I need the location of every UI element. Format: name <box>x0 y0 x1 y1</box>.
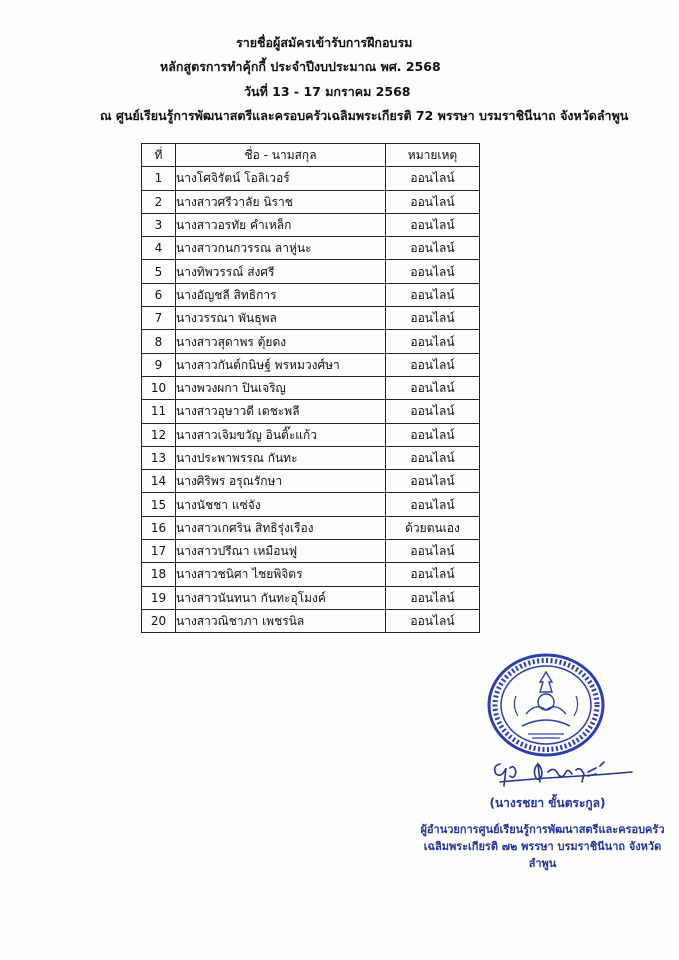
table-row <box>142 586 480 609</box>
table-row <box>142 330 480 353</box>
table-row <box>142 423 480 446</box>
table-body <box>142 167 480 633</box>
registration-note: ออนไลน์ <box>386 446 480 469</box>
registration-note: ออนไลน์ <box>386 190 480 213</box>
row-number: 17 <box>142 540 176 563</box>
participant-name: นางสาวเกศริน สิทธิรุ่งเรือง <box>176 516 386 539</box>
row-number: 11 <box>142 400 176 423</box>
registration-note: ด้วยตนเอง <box>386 516 480 539</box>
participant-name: นางอัญชลี สิทธิการ <box>176 283 386 306</box>
row-number: 15 <box>142 493 176 516</box>
registration-note: ออนไลน์ <box>386 353 480 376</box>
official-seal-stamp <box>486 652 606 758</box>
table-row <box>142 376 480 399</box>
participant-name: นางสาวณิชาภา เพชรนิล <box>176 609 386 632</box>
registration-note: ออนไลน์ <box>386 260 480 283</box>
registration-note: ออนไลน์ <box>386 609 480 632</box>
table-row <box>142 190 480 213</box>
signatory-title-line1: ผู้อำนวยการศูนย์เรียนรู้การพัฒนาสตรีและครอบครัว <box>420 823 665 836</box>
column-header-name: ชื่อ - นามสกุล <box>176 144 386 167</box>
participant-name: นางทิพวรรณ์ ส่งศรี <box>176 260 386 283</box>
header-title: รายชื่อผู้สมัครเข้ารับการฝึกอบรม <box>236 35 413 50</box>
registration-note: ออนไลน์ <box>386 330 480 353</box>
registration-note: ออนไลน์ <box>386 586 480 609</box>
table-row <box>142 609 480 632</box>
registration-note: ออนไลน์ <box>386 167 480 190</box>
participant-name: นางสาวชนิศา ไชยพิจิตร <box>176 563 386 586</box>
participant-name: นางสาวอรทัย คำเหล็ก <box>176 213 386 236</box>
row-number: 8 <box>142 330 176 353</box>
table-row <box>142 260 480 283</box>
row-number: 10 <box>142 376 176 399</box>
row-number: 1 <box>142 167 176 190</box>
table-row <box>142 470 480 493</box>
row-number: 4 <box>142 237 176 260</box>
participant-name: นางพวงผกา ปินเจริญ <box>176 376 386 399</box>
participant-name: นางนัชชา แซ่จัง <box>176 493 386 516</box>
row-number: 12 <box>142 423 176 446</box>
table-row <box>142 446 480 469</box>
table-row <box>142 400 480 423</box>
participant-name: นางวรรณา พันธุพล <box>176 307 386 330</box>
column-header-note: หมายเหตุ <box>386 144 480 167</box>
participant-name: นางสาวสุดาพร ตุ้ยดง <box>176 330 386 353</box>
table-row <box>142 493 480 516</box>
registration-note: ออนไลน์ <box>386 423 480 446</box>
signatory-title-line2: เฉลิมพระเกียรติ ๗๒ พรรษา บรมราชินีนาถ จังหวัดลำพูน <box>423 840 662 870</box>
row-number: 9 <box>142 353 176 376</box>
participant-name: นางสาวเจิมขวัญ อินติ๊ะแก้ว <box>176 423 386 446</box>
registration-note: ออนไลน์ <box>386 283 480 306</box>
signatory-block <box>390 794 665 872</box>
registration-note: ออนไลน์ <box>386 237 480 260</box>
row-number: 14 <box>142 470 176 493</box>
handwritten-signature <box>480 752 640 792</box>
table-header-row <box>142 144 480 167</box>
registration-note: ออนไลน์ <box>386 470 480 493</box>
registration-note: ออนไลน์ <box>386 493 480 516</box>
registration-note: ออนไลน์ <box>386 540 480 563</box>
participant-name: นางสาวกันต์กนิษฐ์ พรหมวงศ์ษา <box>176 353 386 376</box>
table-row <box>142 353 480 376</box>
participant-name: นางสาวนันทนา กันทะอุโมงค์ <box>176 586 386 609</box>
column-header-number: ที่ <box>142 144 176 167</box>
table-row <box>142 237 480 260</box>
registration-note: ออนไลน์ <box>386 400 480 423</box>
header-venue: ณ ศูนย์เรียนรู้การพัฒนาสตรีและครอบครัวเฉลิมพระเกียรติ 72 พรรษา บรมราชินีนาถ จังหวัดลำพูน <box>100 108 629 123</box>
signatory-name: (นางรชยา ขั้นตระกูล) <box>489 796 606 810</box>
row-number: 3 <box>142 213 176 236</box>
participant-table <box>141 143 480 633</box>
row-number: 20 <box>142 609 176 632</box>
registration-note: ออนไลน์ <box>386 376 480 399</box>
header-course: หลักสูตรการทำคุ้กกี้ ประจำปีงบประมาณ พศ. 2568 <box>160 59 441 74</box>
participant-name: นางศิริพร อรุณรักษา <box>176 470 386 493</box>
row-number: 19 <box>142 586 176 609</box>
row-number: 7 <box>142 307 176 330</box>
row-number: 6 <box>142 283 176 306</box>
header-dates: วันที่ 13 - 17 มกราคม 2568 <box>244 84 411 99</box>
registration-note: ออนไลน์ <box>386 213 480 236</box>
table-row <box>142 516 480 539</box>
registration-note: ออนไลน์ <box>386 563 480 586</box>
table-row <box>142 167 480 190</box>
table-row <box>142 307 480 330</box>
participant-name: นางสาวปรีณา เหมือนฟู <box>176 540 386 563</box>
registration-note: ออนไลน์ <box>386 307 480 330</box>
table-row <box>142 563 480 586</box>
participant-name: นางโศจิรัตน์ โอลิเวอร์ <box>176 167 386 190</box>
participant-name: นางสาวอุษาวดี เตชะพลี <box>176 400 386 423</box>
table-row <box>142 213 480 236</box>
row-number: 13 <box>142 446 176 469</box>
participant-name: นางสาวศรีวาลัย นิราช <box>176 190 386 213</box>
row-number: 18 <box>142 563 176 586</box>
participant-name: นางสาวกนกวรรณ ลาหู่นะ <box>176 237 386 260</box>
table-row <box>142 283 480 306</box>
table-row <box>142 540 480 563</box>
participant-name: นางประพาพรรณ กันทะ <box>176 446 386 469</box>
row-number: 5 <box>142 260 176 283</box>
row-number: 16 <box>142 516 176 539</box>
row-number: 2 <box>142 190 176 213</box>
